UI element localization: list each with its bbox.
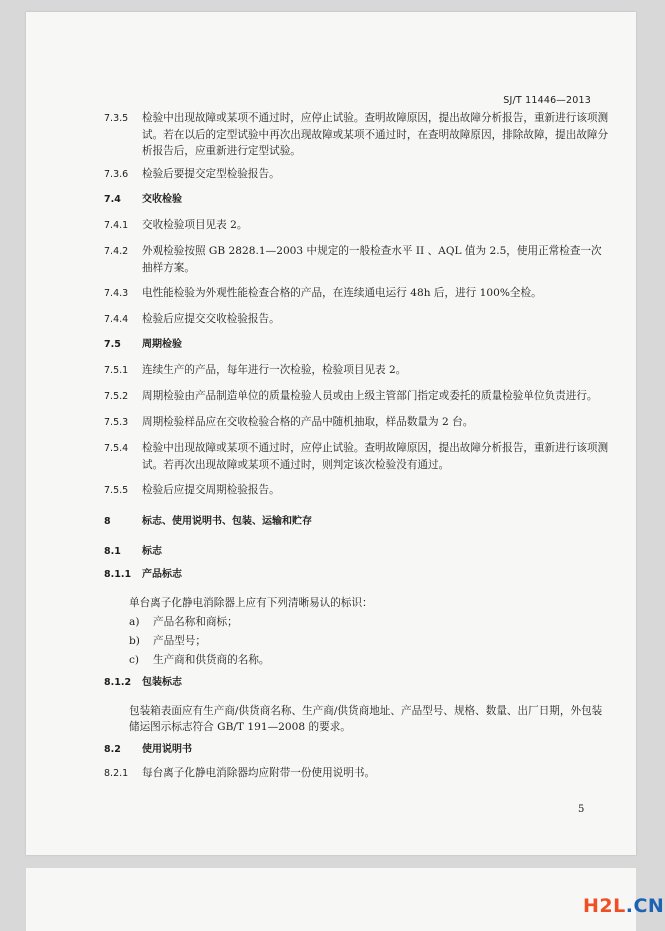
clause-number: 7.5.2 [104, 391, 129, 402]
list-item-a [104, 614, 612, 630]
clause-text: 检验中出现故障或某项不通过时，应停止试验。查明故障原因，提出故障分析报告，重新进行该项测试。若在以后的定型试验中再次出现故障或某项不通过时，在查明故障原因，排除故障，提出故障分析报告后，应重新进行定型试验。 [142, 112, 609, 157]
clause-number: 7.5.4 [104, 443, 129, 454]
section-title: 使用说明书 [142, 744, 192, 755]
clause-text: 检验后应提交交收检验报告。 [142, 313, 280, 325]
clause-7-5-5 [104, 482, 612, 499]
clause-text: 外观检验按照 GB 2828.1—2003 中规定的一般检查水平 II 、AQL 值为 2.5，使用正常检查一次抽样方案。 [142, 245, 602, 274]
list-text: 产品名称和商标； [153, 616, 238, 628]
list-item-b [104, 633, 612, 649]
clause-number: 7.4.2 [104, 246, 129, 257]
section-heading-8-1-2 [104, 675, 612, 691]
section-title: 产品标志 [142, 569, 182, 580]
paragraph-marking-intro: 单台离子化静电消除器上应有下列清晰易认的标识： [129, 597, 373, 609]
section-number: 8.1.2 [104, 677, 132, 688]
clause-number: 7.5.5 [104, 485, 129, 496]
clause-7-5-2 [104, 388, 612, 405]
list-text: 产品型号； [153, 635, 206, 647]
clause-number: 8.2.1 [104, 768, 129, 779]
next-page-edge [26, 868, 636, 931]
clause-text: 连续生产的产品，每年进行一次检验，检验项目见表 2。 [142, 364, 407, 376]
clause-7-4-1 [104, 217, 612, 234]
section-number: 8.1.1 [104, 569, 132, 580]
section-number: 8.1 [104, 546, 121, 557]
clause-number: 7.3.6 [104, 169, 129, 180]
section-title: 周期检验 [142, 339, 182, 350]
clause-number: 7.5.1 [104, 365, 129, 376]
clause-text: 每台离子化静电消除器均应附带一份使用说明书。 [142, 767, 376, 779]
clause-number: 7.4.1 [104, 220, 129, 231]
clause-text: 检验后要提交定型检验报告。 [142, 168, 280, 180]
list-item-c [104, 652, 612, 668]
clause-text: 检验后应提交周期检验报告。 [142, 484, 280, 496]
clause-8-2-1 [104, 765, 612, 782]
clause-7-4-3 [104, 285, 612, 302]
clause-7-5-3 [104, 414, 612, 431]
section-number: 8 [104, 516, 111, 527]
clause-number: 7.5.3 [104, 417, 129, 428]
section-title: 包装标志 [142, 677, 182, 688]
list-text: 生产商和供货商的名称。 [153, 654, 270, 666]
clause-7-4-4 [104, 311, 612, 328]
clause-7-5-4 [104, 440, 612, 473]
section-heading-7-4 [104, 192, 612, 208]
clause-text: 电性能检验为外观性能检查合格的产品，在连续通电运行 48h 后，进行 100%全检。 [142, 287, 542, 299]
clause-7-4-2 [104, 243, 612, 276]
clause-text: 检验中出现故障或某项不通过时，应停止试验。查明故障原因，提出故障分析报告，重新进行该项测试。若再次出现故障或某项不通过时，则判定该次检验没有通过。 [142, 442, 609, 471]
site-watermark-logo [583, 895, 664, 917]
list-label: a) [129, 616, 140, 628]
document-body [104, 110, 612, 782]
page-number: 5 [578, 804, 585, 815]
section-heading-8-2 [104, 742, 612, 758]
section-number: 8.2 [104, 744, 121, 755]
list-label: c) [129, 654, 140, 666]
clause-text: 周期检验样品应在交收检验合格的产品中随机抽取，样品数量为 2 台。 [142, 416, 474, 428]
clause-text: 周期检验由产品制造单位的质量检验人员或由上级主管部门指定或委托的质量检验单位负责进行。 [142, 390, 598, 402]
standard-code: SJ/T 11446—2013 [503, 95, 591, 106]
clause-number: 7.3.5 [104, 113, 129, 124]
section-heading-8-1 [104, 544, 612, 560]
section-number: 7.4 [104, 194, 121, 205]
clause-7-3-6 [104, 166, 612, 183]
paragraph-packaging: 包装箱表面应有生产商/供货商名称、生产商/供货商地址、产品型号、规格、数量、出厂日期，外包装储运图示标志符合 GB/T 191—2008 的要求。 [129, 705, 603, 733]
watermark-part-b: .CN [625, 895, 665, 917]
document-page [26, 12, 636, 855]
clause-7-3-5 [104, 110, 612, 159]
section-heading-7-5 [104, 337, 612, 353]
watermark-part-a: H2L [583, 895, 626, 917]
section-title: 标志 [142, 546, 162, 557]
section-heading-8-1-1 [104, 567, 612, 583]
clause-number: 7.4.4 [104, 314, 129, 325]
clause-7-5-1 [104, 362, 612, 379]
list-label: b) [129, 635, 140, 647]
section-heading-8 [104, 514, 612, 530]
section-number: 7.5 [104, 339, 121, 350]
clause-number: 7.4.3 [104, 288, 129, 299]
section-title: 标志、使用说明书、包装、运输和贮存 [142, 516, 312, 527]
clause-text: 交收检验项目见表 2。 [142, 219, 248, 231]
section-title: 交收检验 [142, 194, 182, 205]
